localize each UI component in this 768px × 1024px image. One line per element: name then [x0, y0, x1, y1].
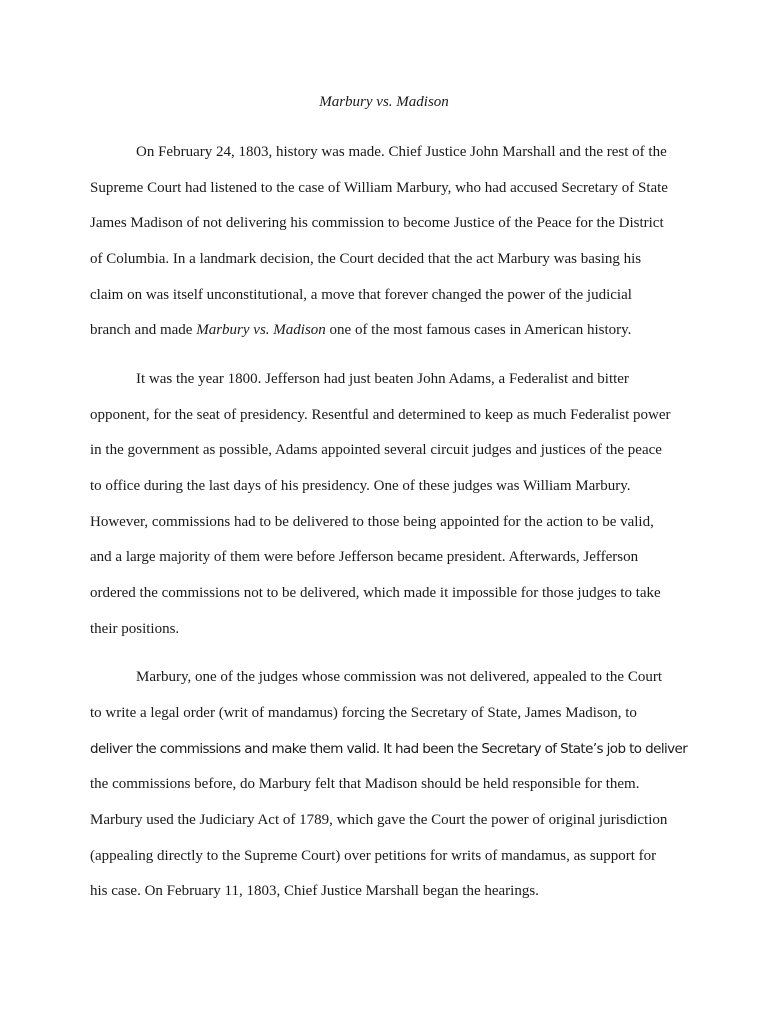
paragraph-2-line-4: to office during the last days of his presidency. One of these judges was William Marbury.: [90, 478, 631, 494]
paragraph-3-line-1: Marbury, one of the judges whose commission was not delivered, appealed to the Court: [136, 669, 662, 685]
paragraph-1-line-2: Supreme Court had listened to the case of William Marbury, who had accused Secretary of State: [90, 180, 668, 196]
paragraph-2-line-5: However, commissions had to be delivered to those being appointed for the action to be valid,: [90, 514, 654, 530]
paragraph-3-line-7: his case. On February 11, 1803, Chief Justice Marshall began the hearings.: [90, 883, 539, 899]
paragraph-2-line-6: and a large majority of them were before Jefferson became president. Afterwards, Jefferson: [90, 549, 639, 565]
paragraph-1-line-6-end: one of the most famous cases in American history.: [325, 322, 632, 338]
paragraph-1-line-6-start: branch and made: [90, 322, 197, 338]
paragraph-2-line-2: opponent, for the seat of presidency. Resentful and determined to keep as much Federalist power: [90, 407, 671, 423]
paragraph-3-line-3: deliver the commissions and make them valid. It had been the Secretary of State’s job to deliver: [90, 741, 688, 757]
paragraph-1-line-1: On February 24, 1803, history was made. Chief Justice John Marshall and the rest of the: [136, 144, 667, 160]
paragraph-2-line-8: their positions.: [90, 621, 180, 637]
paragraph-3-line-5: Marbury used the Judiciary Act of 1789, which gave the Court the power of original jurisdiction: [90, 812, 668, 828]
paragraph-1-line-6: [90, 320, 631, 340]
paragraph-3-line-2: to write a legal order (writ of mandamus) forcing the Secretary of State, James Madison, to: [90, 705, 637, 721]
paragraph-1-line-4: of Columbia. In a landmark decision, the Court decided that the act Marbury was basing his: [90, 251, 642, 267]
document-title: Marbury vs. Madison: [319, 94, 449, 110]
paragraph-1-line-3: James Madison of not delivering his commission to become Justice of the Peace for the District: [90, 215, 664, 231]
paragraph-3-line-6: (appealing directly to the Supreme Court) over petitions for writs of mandamus, as support for: [90, 848, 657, 864]
case-name-italic: Marbury vs. Madison: [196, 322, 326, 338]
paragraph-2-line-1: It was the year 1800. Jefferson had just beaten John Adams, a Federalist and bitter: [136, 371, 629, 387]
paragraph-2-line-7: ordered the commissions not to be delivered, which made it impossible for those judges to take: [90, 585, 661, 601]
paragraph-2-line-3: in the government as possible, Adams appointed several circuit judges and justices of the peace: [90, 442, 662, 458]
paragraph-3-line-4: the commissions before, do Marbury felt that Madison should be held responsible for them.: [90, 776, 640, 792]
paragraph-1-line-5: claim on was itself unconstitutional, a move that forever changed the power of the judicial: [90, 287, 632, 303]
